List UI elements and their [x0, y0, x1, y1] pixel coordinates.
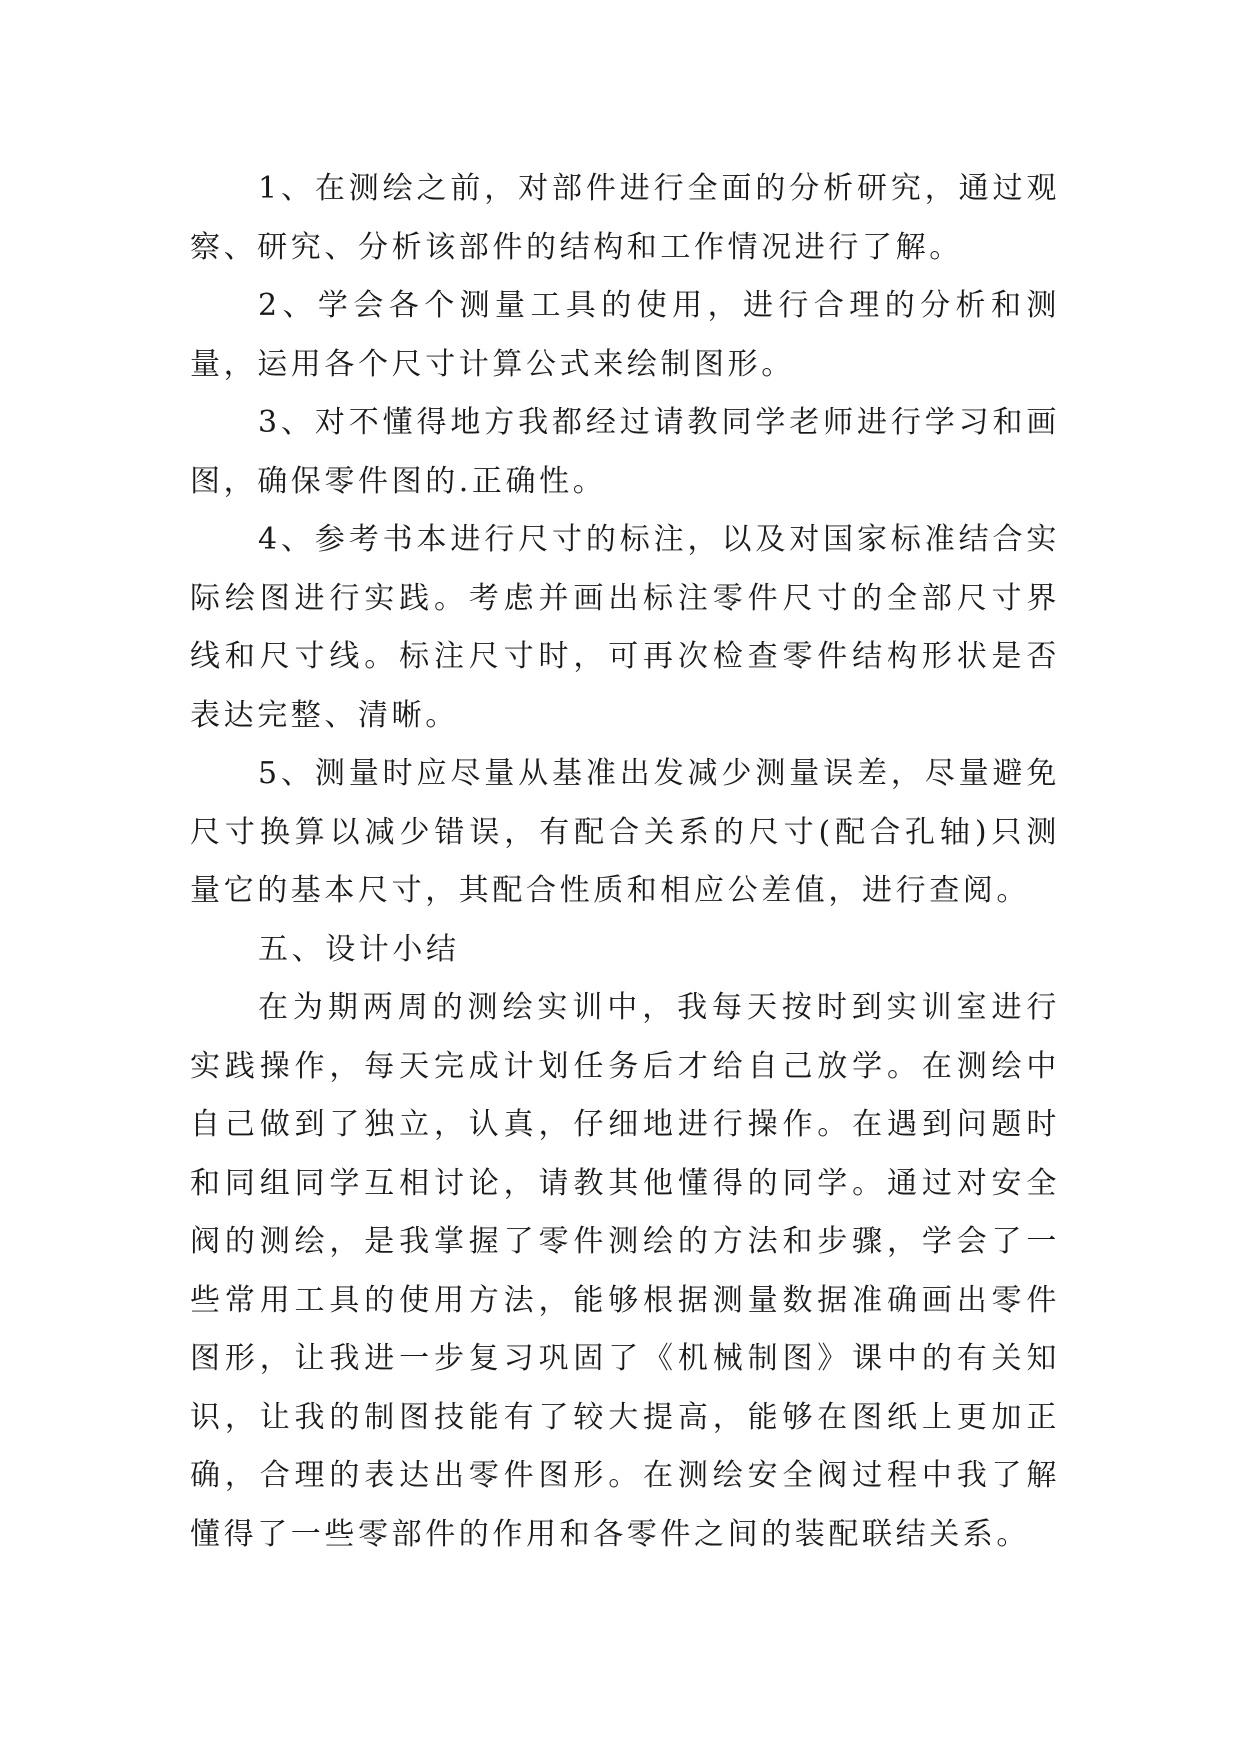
paragraph-step-5: 5、测量时应尽量从基准出发减少测量误差，尽量避免尺寸换算以减少错误，有配合关系的尺寸(配合孔轴)只测量它的基本尺寸，其配合性质和相应公差值，进行查阅。 [190, 756, 1060, 908]
paragraph-step-3: 3、对不懂得地方我都经过请教同学老师进行学习和画图，确保零件图的.正确性。 [190, 405, 1060, 499]
paragraph-step-1: 1、在测绘之前，对部件进行全面的分析研究，通过观察、研究、分析该部件的结构和工作情况进行了解。 [190, 171, 1060, 265]
paragraph-step-2: 2、学会各个测量工具的使用，进行合理的分析和测量，运用各个尺寸计算公式来绘制图形。 [190, 288, 1060, 382]
document-body [190, 160, 1060, 1564]
paragraph-summary: 在为期两周的测绘实训中，我每天按时到实训室进行实践操作，每天完成计划任务后才给自己放学。在测绘中自己做到了独立，认真，仔细地进行操作。在遇到问题时和同组同学互相讨论，请教其他懂得的同学。通过对安全阀的测绘，是我掌握了零件测绘的方法和步骤，学会了一些常用工具的使用方法，能够根据测量数据准确画出零件图形，让我进一步复习巩固了《机械制图》课中的有关知识，让我的制图技能有了较大提高，能够在图纸上更加正确，合理的表达出零件图形。在测绘安全阀过程中我了解懂得了一些零部件的作用和各零件之间的装配联结关系。 [190, 990, 1060, 1552]
section-heading-summary: 五、设计小结 [258, 931, 460, 967]
paragraph-step-4: 4、参考书本进行尺寸的标注，以及对国家标准结合实际绘图进行实践。考虑并画出标注零件尺寸的全部尺寸界线和尺寸线。标注尺寸时，可再次检查零件结构形状是否表达完整、清晰。 [190, 522, 1060, 733]
